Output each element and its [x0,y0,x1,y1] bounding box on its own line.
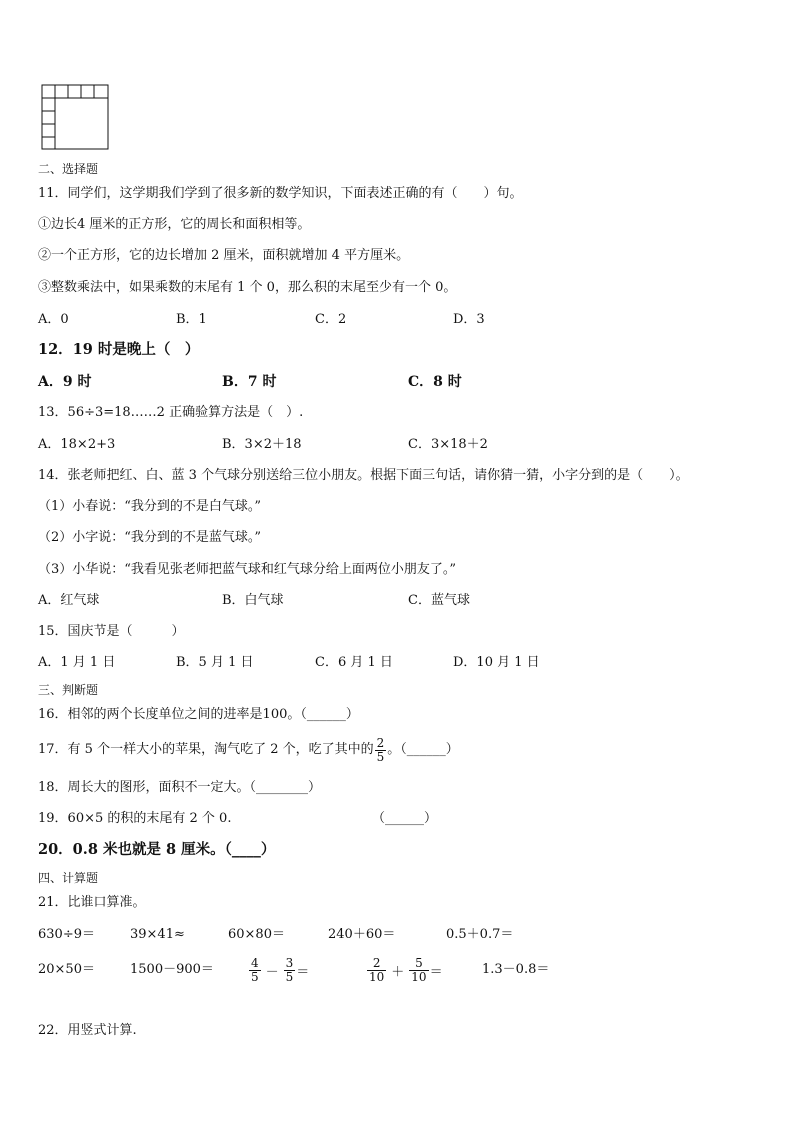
calc-item: 1500－900＝ [130,962,214,977]
question-20: 20．0.8 米也就是 8 厘米。（____） [38,841,276,858]
calc-item: 20×50＝ [38,962,95,977]
question-15-option-d[interactable]: D．10 月 1 日 [453,655,540,670]
question-14-option-b[interactable]: B．白气球 [222,593,284,608]
question-18: 18．周长大的图形，面积不一定大。（________） [38,780,322,795]
question-19-blank: （______） [372,811,438,826]
question-14-option-a[interactable]: A．红气球 [38,593,100,608]
question-21-stem: 21．比谁口算准。 [38,895,146,910]
question-11-option-d[interactable]: D．3 [453,312,485,327]
question-14-option-c[interactable]: C．蓝气球 [408,593,470,608]
question-11-option-b[interactable]: B．1 [176,312,207,327]
calc-item: 39×41≈ [130,927,185,942]
calc-item: 0.5＋0.7＝ [446,927,514,942]
question-13-option-a[interactable]: A．18×2+3 [38,437,116,452]
question-14-clue-2: （2）小字说：“我分到的不是蓝气球。” [38,530,262,545]
question-11-option-a[interactable]: A．0 [38,312,69,327]
question-15-stem: 15．国庆节是（ ） [38,624,185,639]
calc-item: 1.3－0.8＝ [482,962,550,977]
section-heading-choice: 二、选择题 [38,162,99,176]
question-14-stem: 14．张老师把红、白、蓝 3 个气球分别送给三位小朋友。根据下面三句话，请你猜一猜，小字分到的是（ ）。 [38,468,689,483]
question-12-stem: 12．19 时是晚上（ ） [38,341,200,358]
question-22: 22．用竖式计算. [38,1023,137,1038]
grid-figure [41,84,109,150]
question-13-option-c[interactable]: C．3×18＋2 [408,437,488,452]
question-14-clue-3: （3）小华说：“我看见张老师把蓝气球和红气球分给上面两位小朋友了。” [38,562,457,577]
question-17-fraction: $\frac{2}{5}$ [376,735,385,764]
calc-item: 60×80＝ [228,927,285,942]
question-11-statement-1: ①边长4 厘米的正方形，它的周长和面积相等。 [38,217,311,232]
question-15-option-b[interactable]: B．5 月 1 日 [176,655,254,670]
question-12-option-c[interactable]: C．8 时 [408,374,462,390]
question-19-text: 19．60×5 的积的末尾有 2 个 0. [38,811,232,826]
calc-item: 240＋60＝ [328,927,396,942]
question-13-stem: 13．56÷3=18……2 正确验算方法是（ ）. [38,405,304,420]
question-17 [38,733,459,767]
question-14-clue-1: （1）小春说：“我分到的不是白气球。” [38,499,262,514]
question-12-option-a[interactable]: A．9 时 [38,374,92,390]
question-11-statement-2: ②一个正方形，它的边长增加 2 厘米，面积就增加 4 平方厘米。 [38,248,410,263]
section-heading-calculation: 四、计算题 [38,871,99,885]
question-11-statement-3: ③整数乘法中，如果乘数的末尾有 1 个 0，那么积的末尾至少有一个 0。 [38,280,457,295]
question-11-stem: 11．同学们，这学期我们学到了很多新的数学知识，下面表述正确的有（ ）句。 [38,186,523,201]
section-heading-judgement: 三、判断题 [38,683,99,697]
question-15-option-c[interactable]: C．6 月 1 日 [315,655,393,670]
question-17-blank: 。（______） [387,742,459,757]
question-12-option-b[interactable]: B．7 时 [222,374,277,390]
question-16: 16．相邻的两个长度单位之间的进率是100。（______） [38,707,359,722]
calc-item: 630÷9＝ [38,927,95,942]
question-13-option-b[interactable]: B．3×2＋18 [222,437,302,452]
calc-fraction-addition: $\frac{2}{10}$ ＋ $\frac{5}{10}$ ＝ [369,955,443,984]
question-15-option-a[interactable]: A．1 月 1 日 [38,655,116,670]
calc-fraction-subtraction: $\frac{4}{5}$ － $\frac{3}{5}$ ＝ [251,955,310,984]
question-11-option-c[interactable]: C．2 [315,312,347,327]
question-17-text: 17．有 5 个一样大小的苹果，淘气吃了 2 个，吃了其中的 [38,742,374,757]
